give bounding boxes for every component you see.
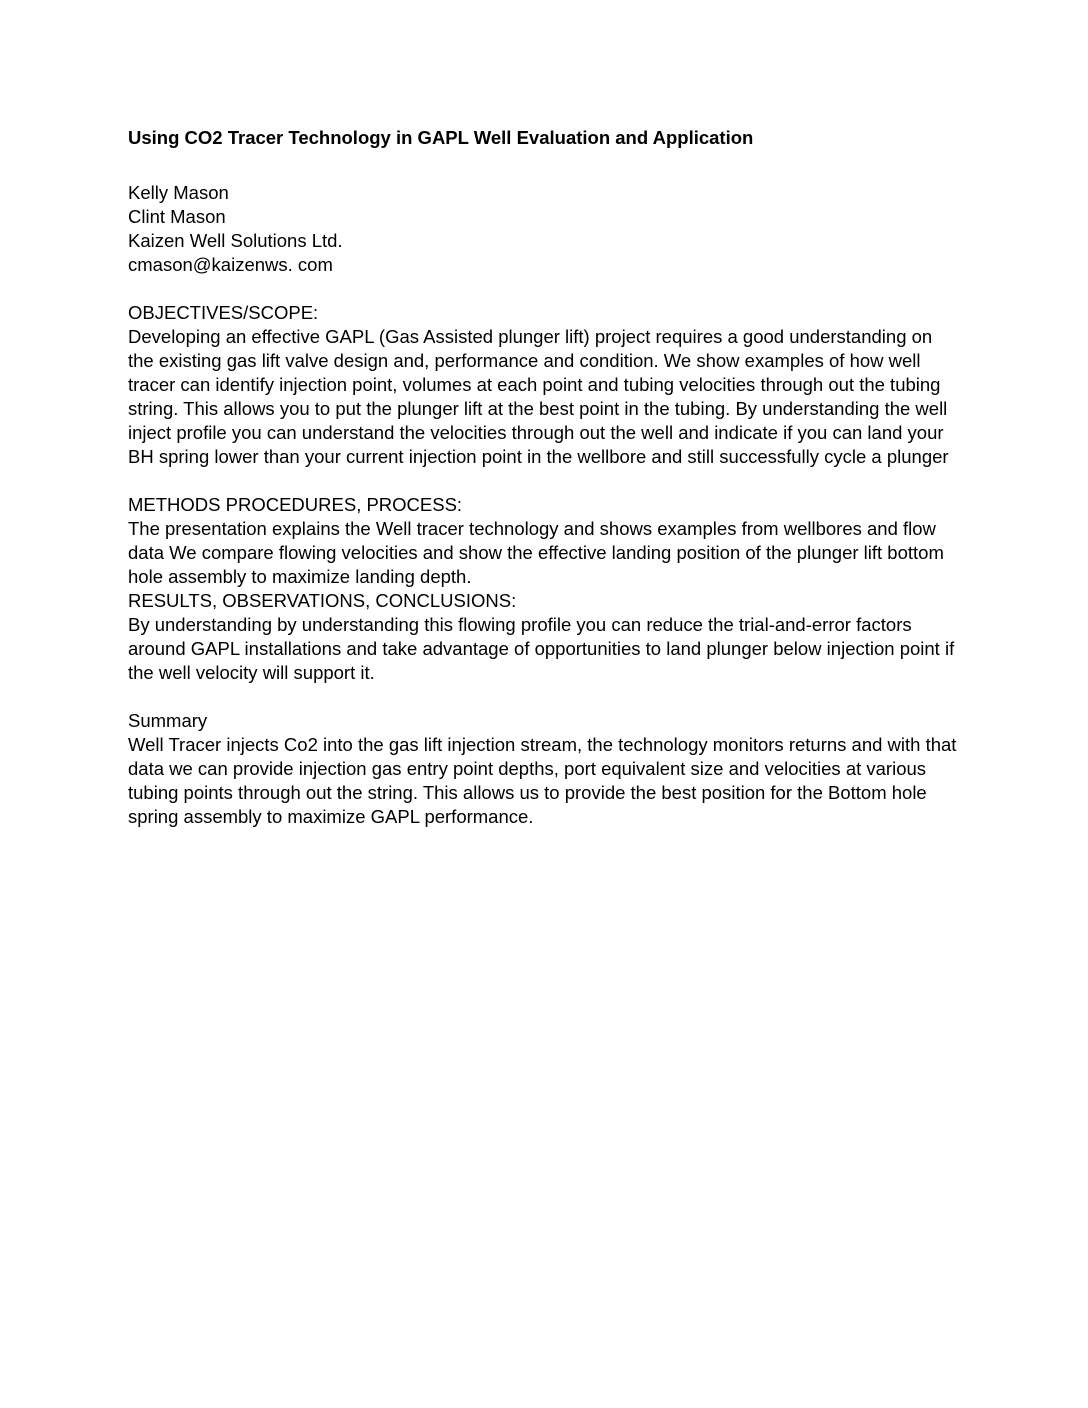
author-email: cmason@kaizenws. com — [128, 254, 333, 275]
author-name-1: Kelly Mason — [128, 182, 229, 203]
section-results — [128, 589, 960, 685]
section-summary-heading: Summary — [128, 710, 208, 731]
section-results-heading: RESULTS, OBSERVATIONS, CONCLUSIONS: — [128, 590, 517, 611]
section-objectives-heading: OBJECTIVES/SCOPE: — [128, 302, 319, 323]
section-results-body: By understanding by understanding this flowing profile you can reduce the trial-and-error factors around GAPL installations and take advantage of opportunities to land plunger below injection point if the well velocity will support it. — [128, 614, 955, 683]
section-summary — [128, 709, 960, 829]
author-name-2: Clint Mason — [128, 206, 226, 227]
section-summary-body: Well Tracer injects Co2 into the gas lift injection stream, the technology monitors returns and with that data we can provide injection gas entry point depths, port equivalent size and velocities at various tubing points through out the string. This allows us to provide the best position for the Bottom hole spring assembly to maximize GAPL performance. — [128, 734, 957, 827]
section-objectives-body: Developing an effective GAPL (Gas Assisted plunger lift) project requires a good understanding on the existing gas lift valve design and, performance and condition. We show examples of how well tracer can identify injection point, volumes at each point and tubing velocities through out the tubing string. This allows you to put the plunger lift at the best point in the tubing. By understanding the well inject profile you can understand the velocities through out the well and indicate if you can land your BH spring lower than your current injection point in the wellbore and still successfully cycle a plunger — [128, 326, 949, 467]
section-methods-body: The presentation explains the Well tracer technology and shows examples from wellbores and flow data We compare flowing velocities and show the effective landing position of the plunger lift bottom hole assembly to maximize landing depth. — [128, 518, 944, 587]
author-affiliation: Kaizen Well Solutions Ltd. — [128, 230, 343, 251]
section-methods — [128, 493, 960, 589]
document-title: Using CO2 Tracer Technology in GAPL Well Evaluation and Application — [128, 127, 754, 148]
section-methods-heading: METHODS PROCEDURES, PROCESS: — [128, 494, 463, 515]
author-block — [128, 181, 960, 277]
section-objectives — [128, 301, 960, 469]
